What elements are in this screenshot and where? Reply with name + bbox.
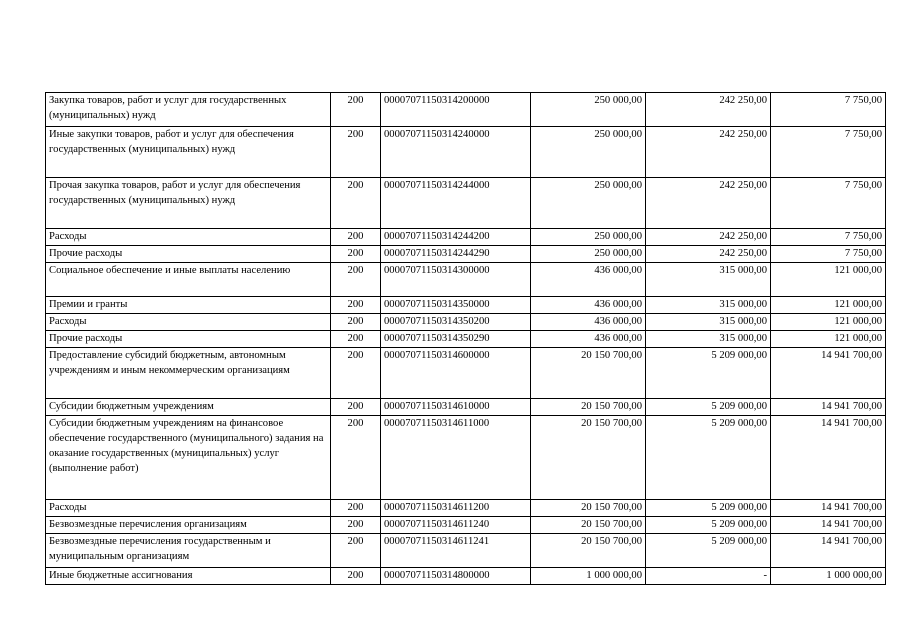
executed-amount-cell: 242 250,00 — [646, 178, 771, 229]
approved-amount-cell: 436 000,00 — [531, 263, 646, 297]
expense-name-cell: Расходы — [46, 314, 331, 331]
classification-code-cell: 00007071150314800000 — [381, 568, 531, 585]
table-row — [46, 93, 886, 127]
remaining-amount-cell: 14 941 700,00 — [771, 399, 886, 416]
executed-amount-cell: 5 209 000,00 — [646, 348, 771, 399]
executed-amount-cell: 5 209 000,00 — [646, 500, 771, 517]
executed-amount-cell: 315 000,00 — [646, 263, 771, 297]
remaining-amount-cell: 121 000,00 — [771, 314, 886, 331]
approved-amount-cell: 250 000,00 — [531, 178, 646, 229]
classification-code-cell: 00007071150314300000 — [381, 263, 531, 297]
line-code-cell: 200 — [331, 517, 381, 534]
line-code-cell: 200 — [331, 229, 381, 246]
approved-amount-cell: 20 150 700,00 — [531, 416, 646, 500]
classification-code-cell: 00007071150314611240 — [381, 517, 531, 534]
line-code-cell: 200 — [331, 416, 381, 500]
expense-name-cell: Безвозмездные перечисления государственным и муниципальным организациям — [46, 534, 331, 568]
remaining-amount-cell: 14 941 700,00 — [771, 416, 886, 500]
remaining-amount-cell: 7 750,00 — [771, 229, 886, 246]
line-code-cell: 200 — [331, 331, 381, 348]
approved-amount-cell: 250 000,00 — [531, 246, 646, 263]
approved-amount-cell: 20 150 700,00 — [531, 500, 646, 517]
table-row — [46, 399, 886, 416]
executed-amount-cell: 315 000,00 — [646, 314, 771, 331]
executed-amount-cell: 242 250,00 — [646, 127, 771, 178]
table-row — [46, 416, 886, 500]
table-row — [46, 568, 886, 585]
approved-amount-cell: 1 000 000,00 — [531, 568, 646, 585]
executed-amount-cell: 315 000,00 — [646, 331, 771, 348]
line-code-cell: 200 — [331, 127, 381, 178]
approved-amount-cell: 436 000,00 — [531, 331, 646, 348]
classification-code-cell: 00007071150314611200 — [381, 500, 531, 517]
classification-code-cell: 00007071150314244290 — [381, 246, 531, 263]
remaining-amount-cell: 121 000,00 — [771, 331, 886, 348]
expense-name-cell: Безвозмездные перечисления организациям — [46, 517, 331, 534]
expense-name-cell: Социальное обеспечение и иные выплаты населению — [46, 263, 331, 297]
executed-amount-cell: 5 209 000,00 — [646, 534, 771, 568]
classification-code-cell: 00007071150314244000 — [381, 178, 531, 229]
approved-amount-cell: 250 000,00 — [531, 229, 646, 246]
executed-amount-cell: 5 209 000,00 — [646, 416, 771, 500]
expense-name-cell: Субсидии бюджетным учреждениям — [46, 399, 331, 416]
table-row — [46, 297, 886, 314]
remaining-amount-cell: 7 750,00 — [771, 178, 886, 229]
classification-code-cell: 00007071150314350290 — [381, 331, 531, 348]
remaining-amount-cell: 1 000 000,00 — [771, 568, 886, 585]
budget-execution-table — [45, 92, 886, 585]
remaining-amount-cell: 14 941 700,00 — [771, 517, 886, 534]
approved-amount-cell: 250 000,00 — [531, 93, 646, 127]
remaining-amount-cell: 121 000,00 — [771, 263, 886, 297]
executed-amount-cell: 242 250,00 — [646, 229, 771, 246]
expense-name-cell: Премии и гранты — [46, 297, 331, 314]
table-row — [46, 127, 886, 178]
executed-amount-cell: 315 000,00 — [646, 297, 771, 314]
classification-code-cell: 00007071150314611000 — [381, 416, 531, 500]
line-code-cell: 200 — [331, 263, 381, 297]
executed-amount-cell: 242 250,00 — [646, 246, 771, 263]
remaining-amount-cell: 7 750,00 — [771, 246, 886, 263]
approved-amount-cell: 250 000,00 — [531, 127, 646, 178]
line-code-cell: 200 — [331, 314, 381, 331]
executed-amount-cell: 5 209 000,00 — [646, 517, 771, 534]
executed-amount-cell: - — [646, 568, 771, 585]
table-row — [46, 331, 886, 348]
classification-code-cell: 00007071150314600000 — [381, 348, 531, 399]
remaining-amount-cell: 7 750,00 — [771, 93, 886, 127]
classification-code-cell: 00007071150314610000 — [381, 399, 531, 416]
approved-amount-cell: 436 000,00 — [531, 297, 646, 314]
classification-code-cell: 00007071150314240000 — [381, 127, 531, 178]
table-row — [46, 517, 886, 534]
expense-name-cell: Прочие расходы — [46, 331, 331, 348]
expense-name-cell: Прочая закупка товаров, работ и услуг для обеспечения государственных (муниципальных) нужд — [46, 178, 331, 229]
line-code-cell: 200 — [331, 178, 381, 229]
table-row — [46, 314, 886, 331]
remaining-amount-cell: 14 941 700,00 — [771, 500, 886, 517]
line-code-cell: 200 — [331, 93, 381, 127]
remaining-amount-cell: 121 000,00 — [771, 297, 886, 314]
line-code-cell: 200 — [331, 568, 381, 585]
expense-name-cell: Закупка товаров, работ и услуг для государственных (муниципальных) нужд — [46, 93, 331, 127]
line-code-cell: 200 — [331, 297, 381, 314]
expense-name-cell: Иные закупки товаров, работ и услуг для обеспечения государственных (муниципальных) нужд — [46, 127, 331, 178]
table-row — [46, 500, 886, 517]
classification-code-cell: 00007071150314350200 — [381, 314, 531, 331]
line-code-cell: 200 — [331, 500, 381, 517]
executed-amount-cell: 5 209 000,00 — [646, 399, 771, 416]
table-body — [46, 93, 886, 585]
table-row — [46, 348, 886, 399]
approved-amount-cell: 20 150 700,00 — [531, 534, 646, 568]
remaining-amount-cell: 7 750,00 — [771, 127, 886, 178]
table-row — [46, 534, 886, 568]
line-code-cell: 200 — [331, 246, 381, 263]
line-code-cell: 200 — [331, 534, 381, 568]
remaining-amount-cell: 14 941 700,00 — [771, 534, 886, 568]
approved-amount-cell: 20 150 700,00 — [531, 517, 646, 534]
table-row — [46, 246, 886, 263]
classification-code-cell: 00007071150314350000 — [381, 297, 531, 314]
classification-code-cell: 00007071150314611241 — [381, 534, 531, 568]
line-code-cell: 200 — [331, 348, 381, 399]
remaining-amount-cell: 14 941 700,00 — [771, 348, 886, 399]
table-row — [46, 178, 886, 229]
expense-name-cell: Прочие расходы — [46, 246, 331, 263]
expense-name-cell: Расходы — [46, 229, 331, 246]
table-row — [46, 229, 886, 246]
expense-name-cell: Иные бюджетные ассигнования — [46, 568, 331, 585]
executed-amount-cell: 242 250,00 — [646, 93, 771, 127]
classification-code-cell: 00007071150314200000 — [381, 93, 531, 127]
line-code-cell: 200 — [331, 399, 381, 416]
approved-amount-cell: 436 000,00 — [531, 314, 646, 331]
table-row — [46, 263, 886, 297]
expense-name-cell: Предоставление субсидий бюджетным, автономным учреждениям и иным некоммерческим организациям — [46, 348, 331, 399]
approved-amount-cell: 20 150 700,00 — [531, 348, 646, 399]
expense-name-cell: Расходы — [46, 500, 331, 517]
approved-amount-cell: 20 150 700,00 — [531, 399, 646, 416]
classification-code-cell: 00007071150314244200 — [381, 229, 531, 246]
expense-name-cell: Субсидии бюджетным учреждениям на финансовое обеспечение государственного (муниципального) задания на оказание государственных (муниципальных) услуг (выполнение работ) — [46, 416, 331, 500]
